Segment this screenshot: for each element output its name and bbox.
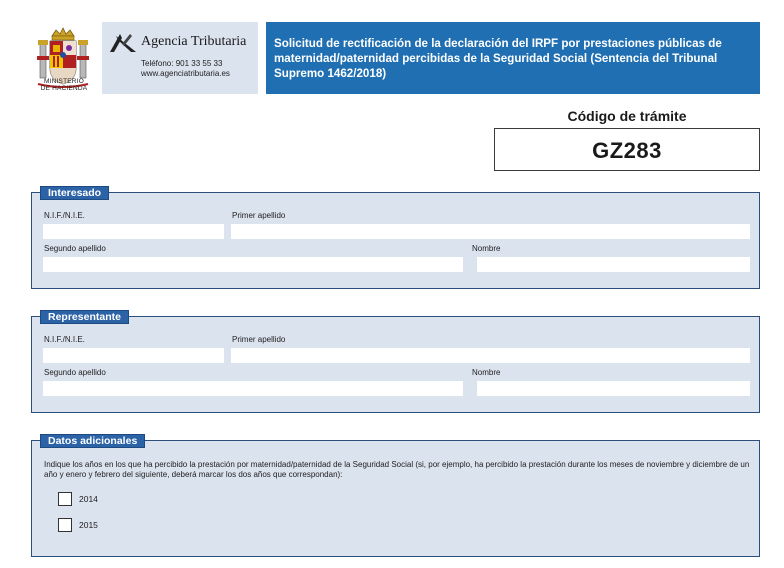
interesado-segundo-apellido-input[interactable] (43, 257, 463, 272)
representante-nif-input[interactable] (43, 348, 224, 363)
representante-segundo-apellido-label: Segundo apellido (44, 368, 106, 377)
year-2015-checkbox[interactable] (58, 518, 72, 532)
datos-adicionales-section (31, 440, 760, 557)
ministry-label-line2: DE HACIENDA (40, 85, 88, 92)
interesado-primer-apellido-input[interactable] (231, 224, 750, 239)
procedure-code-label: Código de trámite (567, 108, 687, 124)
year-2014-checkbox[interactable] (58, 492, 72, 506)
agency-phone: Teléfono: 901 33 55 33 (141, 59, 223, 68)
datos-adicionales-instructions: Indique los años en los que ha percibido la prestación por maternidad/paternidad de la Seguridad Social (si, por ejemplo, ha percibido la prestación durante los meses de noviembre y diciembre de un año y enero y febrero del siguiente, deberá marcar los dos años que correspondan): (44, 460, 750, 479)
interesado-nombre-label: Nombre (472, 244, 501, 253)
datos-adicionales-section-title: Datos adicionales (40, 434, 145, 448)
procedure-code-value: GZ283 (592, 138, 662, 163)
year-2015-label: 2015 (79, 520, 98, 530)
agency-website: www.agenciatributaria.es (141, 69, 230, 78)
agency-name: Agencia Tributaria (141, 34, 247, 49)
representante-nombre-input[interactable] (477, 381, 750, 396)
representante-section-title: Representante (40, 310, 129, 324)
form-title: Solicitud de rectificación de la declaración del IRPF por prestaciones públicas de maternidad/paternidad percibidas de la Seguridad Social (Sentencia del Tribunal Supremo 1462/2018) (274, 37, 722, 80)
representante-section (31, 316, 760, 413)
interesado-nif-label: N.I.F./N.I.E. (44, 211, 85, 220)
representante-segundo-apellido-input[interactable] (43, 381, 463, 396)
representante-primer-apellido-input[interactable] (231, 348, 750, 363)
representante-nif-label: N.I.F./N.I.E. (44, 335, 85, 344)
interesado-section-title: Interesado (40, 186, 109, 200)
ministry-label-line1: MINISTERIO (44, 78, 84, 85)
interesado-segundo-apellido-label: Segundo apellido (44, 244, 106, 253)
interesado-nif-input[interactable] (43, 224, 224, 239)
interesado-primer-apellido-label: Primer apellido (232, 211, 286, 220)
interesado-section (31, 192, 760, 289)
representante-primer-apellido-label: Primer apellido (232, 335, 286, 344)
interesado-nombre-input[interactable] (477, 257, 750, 272)
year-2014-label: 2014 (79, 494, 98, 504)
agency-tributaria-logo-icon (108, 30, 138, 54)
representante-nombre-label: Nombre (472, 368, 501, 377)
